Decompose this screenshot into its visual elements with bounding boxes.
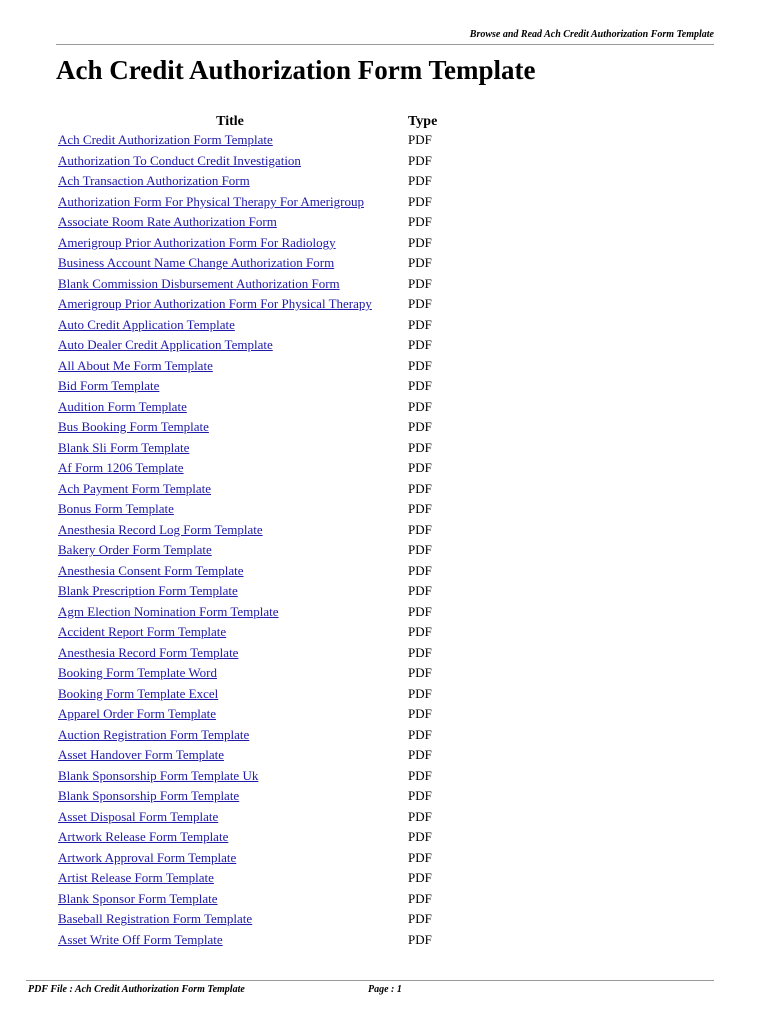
document-title-link[interactable]: Booking Form Template Excel [58,685,219,701]
document-title-link[interactable]: Bakery Order Form Template [58,542,212,558]
file-type-cell: PDF [408,316,432,332]
document-title-link[interactable]: Booking Form Template Word [58,665,217,681]
document-title-link[interactable]: Blank Sponsor Form Template [58,890,218,906]
document-title-link[interactable]: Amerigroup Prior Authorization Form For Radiology [58,234,336,250]
file-type-cell: PDF [408,132,432,148]
title-cell [56,827,404,848]
document-title-link[interactable]: Blank Commission Disbursement Authorization Form [58,275,340,291]
title-cell [56,171,404,192]
document-title-link[interactable]: Artist Release Form Template [58,870,214,886]
title-cell [56,807,404,828]
file-type-cell: PDF [408,726,432,742]
table-row [56,335,437,356]
table-row [56,868,437,889]
file-type-cell: PDF [408,829,432,845]
document-title-link[interactable]: Bus Booking Form Template [58,419,209,435]
file-type-cell: PDF [408,419,432,435]
file-type-cell: PDF [408,747,432,763]
file-type-cell: PDF [408,193,432,209]
document-title-link[interactable]: Accident Report Form Template [58,624,227,640]
document-title-link[interactable]: Blank Sponsorship Form Template Uk [58,767,259,783]
document-title-link[interactable]: All About Me Form Template [58,357,213,373]
table-row [56,561,437,582]
table-row [56,376,437,397]
document-title-link[interactable]: Af Form 1206 Template [58,460,184,476]
document-title-link[interactable]: Apparel Order Form Template [58,706,217,722]
document-title-link[interactable]: Baseball Registration Form Template [58,911,253,927]
table-row [56,171,437,192]
title-cell [56,499,404,520]
title-cell [56,602,404,623]
table-row [56,151,437,172]
file-type-cell: PDF [408,562,432,578]
table-row [56,212,437,233]
running-header: Browse and Read Ach Credit Authorization Form Template [469,29,714,40]
file-type-cell: PDF [408,357,432,373]
table-row [56,786,437,807]
header-divider [56,44,714,45]
document-title-link[interactable]: Bonus Form Template [58,501,174,517]
document-list-table [56,110,437,950]
file-type-cell: PDF [408,767,432,783]
table-row [56,479,437,500]
document-title-link[interactable]: Ach Credit Authorization Form Template [58,132,273,148]
file-type-cell: PDF [408,214,432,230]
document-title-link[interactable]: Agm Election Nomination Form Template [58,603,279,619]
table-row [56,807,437,828]
file-type-cell: PDF [408,460,432,476]
title-cell [56,725,404,746]
table-row [56,233,437,254]
file-type-cell: PDF [408,480,432,496]
file-type-cell: PDF [408,849,432,865]
file-type-cell: PDF [408,439,432,455]
title-cell [56,212,404,233]
document-title-link[interactable]: Asset Handover Form Template [58,747,225,763]
footer-page-number: Page : 1 [368,984,402,995]
title-cell [56,356,404,377]
file-type-cell: PDF [408,808,432,824]
footer-divider [26,980,714,981]
document-title-link[interactable]: Auto Credit Application Template [58,316,235,332]
table-row [56,643,437,664]
table-row [56,540,437,561]
title-cell [56,643,404,664]
table-row [56,458,437,479]
document-title-link[interactable]: Auction Registration Form Template [58,726,250,742]
document-title-link[interactable]: Anesthesia Consent Form Template [58,562,244,578]
title-cell [56,520,404,541]
table-row [56,192,437,213]
document-title-link[interactable]: Business Account Name Change Authorization Form [58,255,335,271]
title-cell [56,397,404,418]
file-type-cell: PDF [408,624,432,640]
title-cell [56,704,404,725]
title-cell [56,417,404,438]
table-row [56,397,437,418]
title-cell [56,868,404,889]
file-type-cell: PDF [408,521,432,537]
file-type-cell: PDF [408,603,432,619]
table-row [56,827,437,848]
table-row [56,294,437,315]
table-row [56,684,437,705]
title-cell [56,889,404,910]
table-row [56,663,437,684]
document-title-link[interactable]: Anesthesia Record Form Template [58,644,239,660]
title-cell [56,253,404,274]
table-row [56,356,437,377]
title-cell [56,458,404,479]
title-cell [56,294,404,315]
table-row [56,889,437,910]
file-type-cell: PDF [408,501,432,517]
file-type-cell: PDF [408,870,432,886]
table-row [56,130,437,151]
title-cell [56,192,404,213]
table-body [56,130,437,950]
document-title-link[interactable]: Audition Form Template [58,398,187,414]
file-type-cell: PDF [408,173,432,189]
document-title-link[interactable]: Ach Payment Form Template [58,480,212,496]
file-type-cell: PDF [408,644,432,660]
table-row [56,622,437,643]
document-title-link[interactable]: Artwork Approval Form Template [58,849,237,865]
table-row [56,581,437,602]
file-type-cell: PDF [408,275,432,291]
file-type-cell: PDF [408,890,432,906]
document-title-link[interactable]: Anesthesia Record Log Form Template [58,521,263,537]
file-type-cell: PDF [408,296,432,312]
table-header-row [56,110,437,130]
title-cell [56,930,404,951]
document-title-link[interactable]: Blank Sli Form Template [58,439,190,455]
title-cell [56,745,404,766]
file-type-cell: PDF [408,706,432,722]
file-type-cell: PDF [408,911,432,927]
title-cell [56,438,404,459]
file-type-cell: PDF [408,378,432,394]
title-cell [56,581,404,602]
file-type-cell: PDF [408,255,432,271]
file-type-cell: PDF [408,931,432,947]
file-type-cell: PDF [408,337,432,353]
table-row [56,417,437,438]
file-type-cell: PDF [408,234,432,250]
table-row [56,745,437,766]
document-title-link[interactable]: Authorization Form For Physical Therapy For Amerigroup [58,193,364,209]
document-title-link[interactable]: Authorization To Conduct Credit Investigation [58,152,301,168]
document-title-link[interactable]: Blank Sponsorship Form Template [58,788,240,804]
table-row [56,315,437,336]
table-row [56,438,437,459]
page-title: Ach Credit Authorization Form Template [56,55,536,85]
table-row [56,499,437,520]
document-title-link[interactable]: Artwork Release Form Template [58,829,229,845]
file-type-cell: PDF [408,685,432,701]
title-cell [56,909,404,930]
table-row [56,704,437,725]
title-cell [56,848,404,869]
document-title-link[interactable]: Asset Write Off Form Template [58,931,223,947]
table-row [56,274,437,295]
document-title-link[interactable]: Asset Disposal Form Template [58,808,219,824]
table-row [56,725,437,746]
column-header-title: Title [216,114,244,129]
table-row [56,253,437,274]
document-title-link[interactable]: Amerigroup Prior Authorization Form For Physical Therapy [58,296,372,312]
title-cell [56,335,404,356]
document-title-link[interactable]: Ach Transaction Authorization Form [58,173,250,189]
table-row [56,930,437,951]
title-cell [56,540,404,561]
document-title-link[interactable]: Blank Prescription Form Template [58,583,238,599]
title-cell [56,766,404,787]
table-row [56,520,437,541]
title-cell [56,274,404,295]
file-type-cell: PDF [408,665,432,681]
file-type-cell: PDF [408,152,432,168]
title-cell [56,151,404,172]
title-cell [56,622,404,643]
title-cell [56,376,404,397]
title-cell [56,684,404,705]
file-type-cell: PDF [408,583,432,599]
file-type-cell: PDF [408,788,432,804]
title-cell [56,663,404,684]
title-cell [56,786,404,807]
title-cell [56,130,404,151]
title-cell [56,479,404,500]
footer-file-label: PDF File : Ach Credit Authorization Form Template [28,984,245,995]
document-title-link[interactable]: Associate Room Rate Authorization Form [58,214,277,230]
document-title-link[interactable]: Auto Dealer Credit Application Template [58,337,273,353]
column-header-type: Type [408,114,438,129]
document-title-link[interactable]: Bid Form Template [58,378,160,394]
title-cell [56,233,404,254]
table-row [56,766,437,787]
table-row [56,602,437,623]
title-cell [56,561,404,582]
file-type-cell: PDF [408,398,432,414]
table-row [56,848,437,869]
title-cell [56,315,404,336]
file-type-cell: PDF [408,542,432,558]
table-row [56,909,437,930]
